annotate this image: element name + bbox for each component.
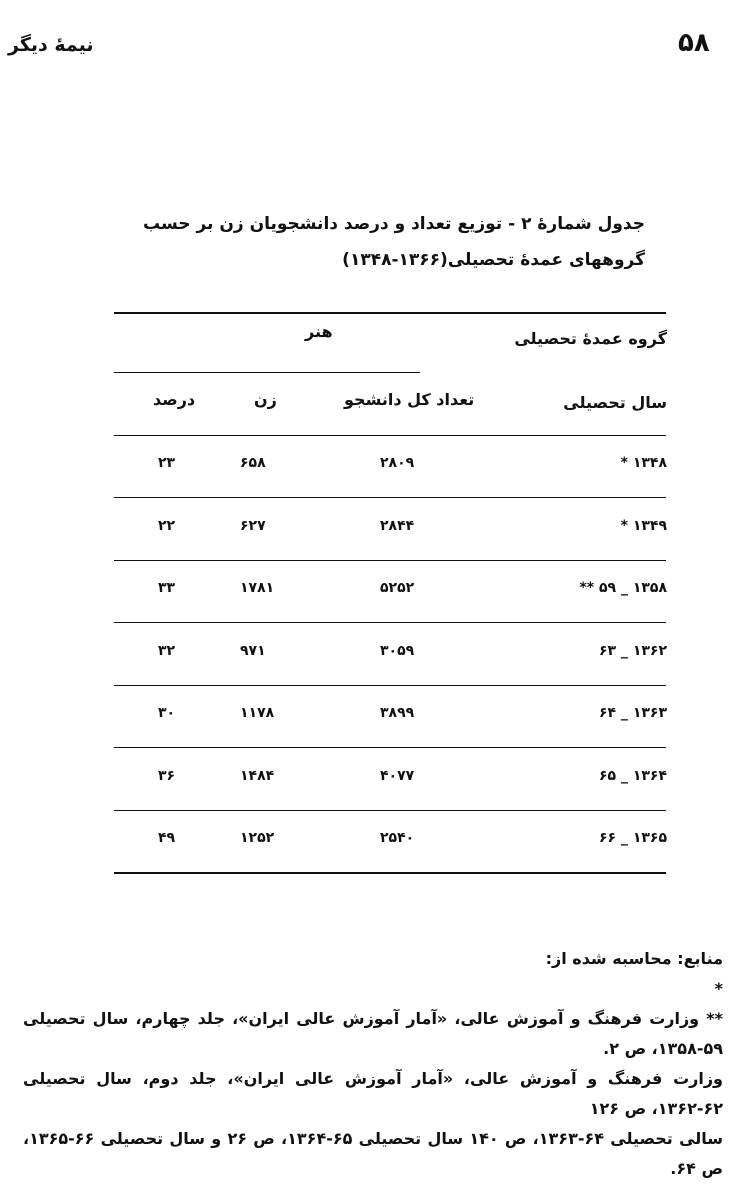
cell-women: ۱۴۸۴ <box>240 767 275 784</box>
cell-year: ۱۳۴۹ * <box>620 517 667 534</box>
cell-women: ۱۷۸۱ <box>240 580 275 596</box>
cell-total: ۴۰۷۷ <box>380 767 415 784</box>
cell-year: ۱۳۶۴ _ ۶۵ <box>598 767 667 784</box>
header-year: سال تحصیلی <box>563 393 667 412</box>
cell-year: ۱۳۴۸ * <box>620 455 667 471</box>
header-rule <box>114 435 666 436</box>
row-rule <box>114 560 666 561</box>
cell-percent: ۳۶ <box>158 767 176 784</box>
cell-women: ۶۵۸ <box>240 455 266 471</box>
row-rule <box>114 497 666 498</box>
source-note-2: وزارت فرهنگ و آموزش عالی، «آمار آموزش عالی ایران»، جلد دوم، سال تحصیلی ۶۲-۱۳۶۲، ص ۱۲۶ <box>23 1069 723 1118</box>
cell-percent: ۴۹ <box>158 830 176 846</box>
sources-heading: منابع: محاسبه شده از: <box>545 949 723 968</box>
cell-women: ۱۲۵۲ <box>240 830 275 846</box>
page-number: ۵۸ <box>678 28 710 58</box>
cell-total: ۲۸۰۹ <box>380 455 415 471</box>
cell-year: ۱۳۶۲ _ ۶۳ <box>598 642 667 659</box>
cell-total: ۳۸۹۹ <box>380 705 415 721</box>
cell-total: ۲۸۴۴ <box>380 517 415 534</box>
cell-total: ۵۲۵۲ <box>380 580 415 596</box>
cell-percent: ۳۳ <box>158 580 176 596</box>
row-rule <box>114 685 666 686</box>
cell-year: ۱۳۶۵ _ ۶۶ <box>598 830 667 846</box>
cell-percent: ۳۲ <box>158 642 176 659</box>
row-rule <box>114 622 666 623</box>
header-art: هنر <box>305 322 333 341</box>
cell-women: ۱۱۷۸ <box>240 705 275 721</box>
row-rule <box>114 810 666 811</box>
header-women: زن <box>254 390 277 409</box>
header-percent: درصد <box>153 390 196 409</box>
sources-block <box>23 944 723 1184</box>
cell-percent: ۳۰ <box>158 705 176 721</box>
row-rule <box>114 747 666 748</box>
running-head: نیمهٔ دیگر <box>8 34 94 56</box>
cell-total: ۳۰۵۹ <box>380 642 415 659</box>
sources-star: * <box>714 979 723 998</box>
table-caption-line-2: گروههای عمدهٔ تحصیلی(۱۳۶۶-۱۳۴۸) <box>342 250 645 270</box>
cell-year: ۱۳۵۸ _ ۵۹ ** <box>579 580 667 596</box>
cell-women: ۹۷۱ <box>240 642 266 659</box>
table-bottom-rule <box>114 872 666 874</box>
source-note-3: سالی تحصیلی ۶۴-۱۳۶۳، ص ۱۴۰ سال تحصیلی ۶۵-۱۳۶۴، ص ۲۶ و سال تحصیلی ۶۶-۱۳۶۵، ص ۶۴. <box>23 1129 724 1178</box>
cell-total: ۲۵۴۰ <box>380 830 415 846</box>
cell-percent: ۲۲ <box>158 517 176 534</box>
source-note-1: ** وزارت فرهنگ و آموزش عالی، «آمار آموزش عالی ایران»، جلد چهارم، سال تحصیلی ۵۹-۱۳۵۸، ص ۲. <box>23 1009 723 1058</box>
header-total: تعداد کل دانشجو <box>344 390 475 409</box>
table-top-rule <box>114 312 666 314</box>
header-group: گروه عمدهٔ تحصیلی <box>514 329 667 348</box>
table-caption-line-1: جدول شمارهٔ ۲ - توزیع تعداد و درصد دانشجویان زن بر حسب <box>143 214 645 234</box>
art-underline <box>114 372 420 373</box>
cell-year: ۱۳۶۳ _ ۶۴ <box>598 705 667 721</box>
cell-women: ۶۲۷ <box>240 517 266 534</box>
cell-percent: ۲۳ <box>158 455 176 471</box>
